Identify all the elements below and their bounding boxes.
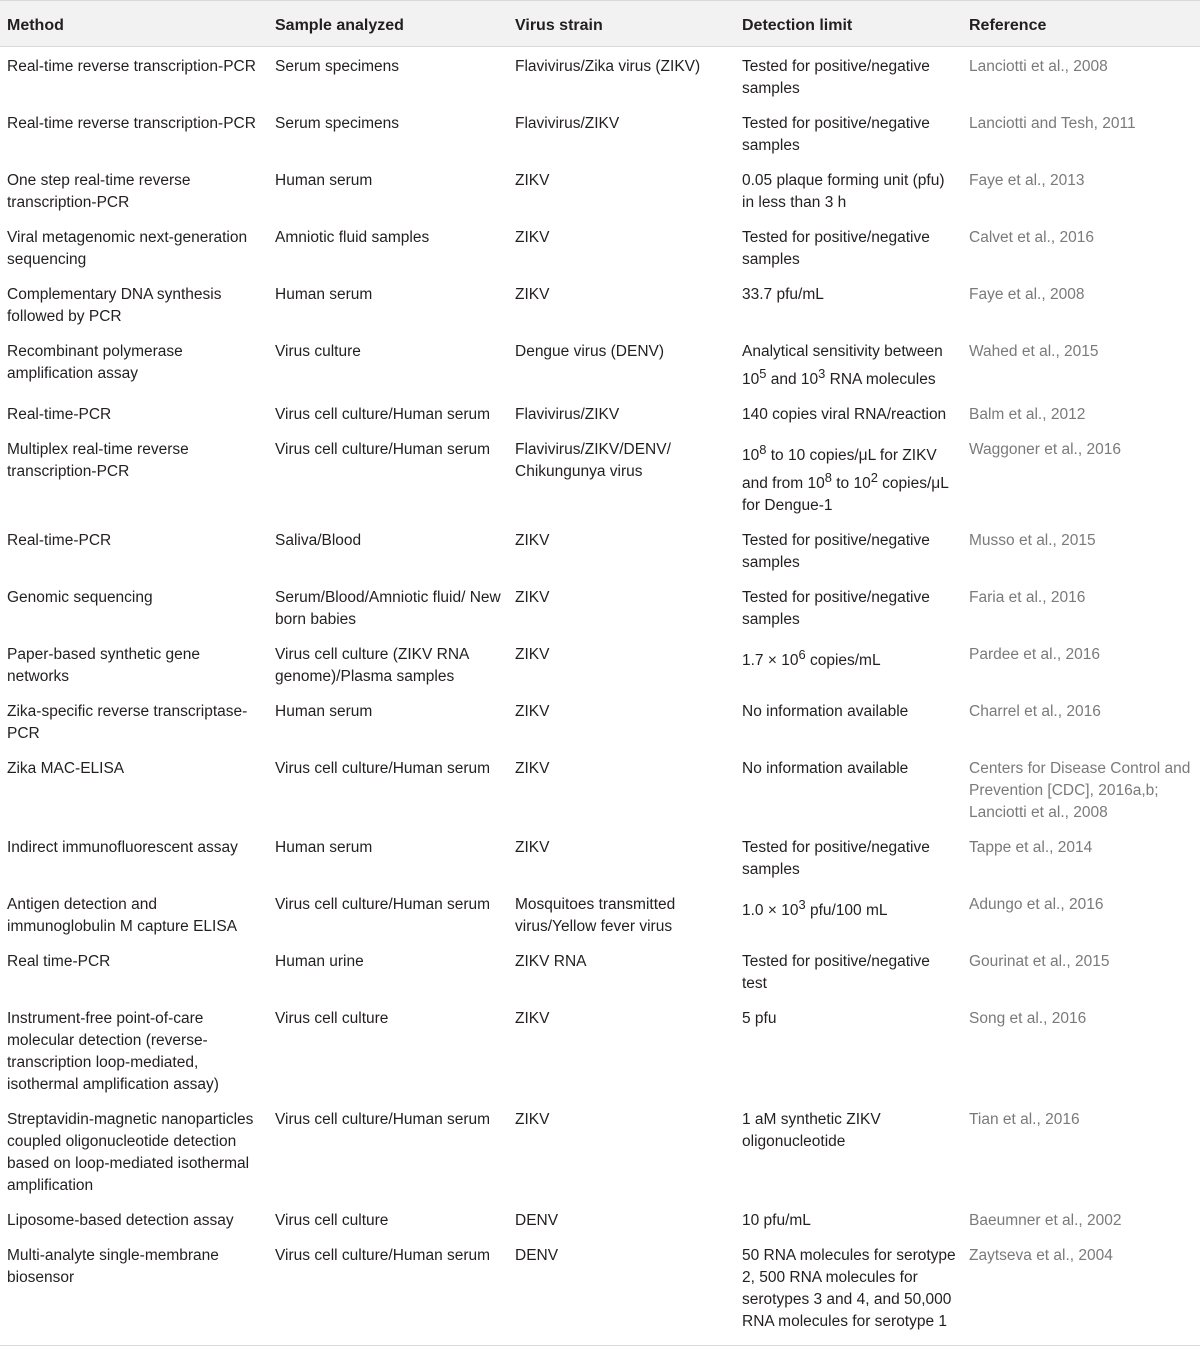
sample-cell: Virus culture <box>275 343 361 360</box>
reference-cell: Lanciotti et al., 2008 <box>969 58 1108 75</box>
table-row <box>0 275 1200 332</box>
reference-cell: Adungo et al., 2016 <box>969 896 1104 914</box>
reference-cell: Charrel et al., 2016 <box>969 703 1101 721</box>
virus-cell: ZIKV <box>515 172 550 189</box>
sample-cell: Virus cell culture/Human serum <box>275 441 491 459</box>
table-row <box>0 332 1200 395</box>
reference-cell: Pardee et al., 2016 <box>969 646 1100 664</box>
sample-cell: Virus cell culture <box>275 1010 389 1028</box>
table-row <box>0 999 1200 1100</box>
header-reference: Reference <box>962 1 1200 47</box>
table-row <box>0 749 1200 828</box>
detection-limit-cell: $10^8$ to 10 copies/μL for ZIKV and from $10^8$ to $10^2$ copies/μL for Dengue-1 <box>742 442 949 515</box>
table-row <box>0 578 1200 635</box>
detection-limit-cell: $1.7 \times 10^6$ copies/mL <box>742 647 881 670</box>
sample-cell: Human urine <box>275 953 364 971</box>
reference-cell: Tappe et al., 2014 <box>969 839 1093 857</box>
sample-cell: Amniotic fluid samples <box>275 229 430 246</box>
detection-limit-cell: 140 copies viral RNA/reaction <box>742 406 947 424</box>
detection-limit-cell: No information available <box>742 760 909 778</box>
sample-cell: Virus cell culture/Human serum <box>275 760 491 778</box>
detection-limit-cell: $1.0 \times 10^3$ pfu/100 mL <box>742 897 888 920</box>
table-header <box>0 1 1200 47</box>
header-row <box>0 1 1200 47</box>
table-row <box>0 521 1200 578</box>
method-cell: Real time-PCR <box>7 953 111 971</box>
virus-cell: ZIKV <box>515 1111 550 1129</box>
reference-cell: Musso et al., 2015 <box>969 532 1096 550</box>
virus-cell: Flavivirus/ZIKV <box>515 406 620 424</box>
virus-cell: ZIKV RNA <box>515 953 587 971</box>
reference-cell: Tian et al., 2016 <box>969 1111 1080 1129</box>
virus-cell: Flavivirus/Zika virus (ZIKV) <box>515 58 701 75</box>
sample-cell: Human serum <box>275 286 373 303</box>
table-row <box>0 635 1200 692</box>
reference-cell: Waggoner et al., 2016 <box>969 441 1121 459</box>
table-row <box>0 430 1200 521</box>
sample-cell: Virus cell culture/Human serum <box>275 1111 491 1129</box>
reference-cell: Faye et al., 2008 <box>969 286 1085 303</box>
virus-cell: ZIKV <box>515 1010 550 1028</box>
header-detection-limit: Detection limit <box>735 1 962 47</box>
table-row <box>0 692 1200 749</box>
sample-cell: Virus cell culture/Human serum <box>275 406 491 424</box>
detection-limit-cell: Tested for positive/negative samples <box>742 589 930 629</box>
table-body <box>0 47 1200 1346</box>
virus-cell: ZIKV <box>515 646 550 664</box>
detection-limit-cell: Tested for positive/negative samples <box>742 229 930 268</box>
virus-cell: ZIKV <box>515 532 550 550</box>
table-row <box>0 104 1200 161</box>
sample-cell: Human serum <box>275 172 373 189</box>
reference-cell: Balm et al., 2012 <box>969 406 1086 424</box>
method-cell: Zika-specific reverse transcriptase-PCR <box>7 703 248 743</box>
virus-cell: ZIKV <box>515 760 550 778</box>
method-cell: Multiplex real-time reverse transcription-PCR <box>7 441 189 481</box>
method-cell: Real-time reverse transcription-PCR <box>7 58 256 75</box>
detection-limit-cell: Tested for positive/negative test <box>742 953 930 993</box>
detection-limit-cell: 10 pfu/mL <box>742 1212 811 1230</box>
method-cell: Multi-analyte single-membrane biosensor <box>0 1236 268 1346</box>
detection-limit-cell: Tested for positive/negative samples <box>742 532 930 572</box>
sample-cell: Serum specimens <box>275 115 400 132</box>
sample-cell: Human serum <box>275 703 373 721</box>
reference-cell: Lanciotti and Tesh, 2011 <box>969 115 1136 132</box>
detection-limit-cell: Tested for positive/negative samples <box>742 839 930 879</box>
method-cell: Recombinant polymerase amplification assay <box>7 343 183 382</box>
sample-cell: Virus cell culture/Human serum <box>275 896 491 914</box>
method-cell: Antigen detection and immunoglobulin M capture ELISA <box>7 896 238 936</box>
method-cell: Paper-based synthetic gene networks <box>7 646 201 686</box>
detection-limit-cell: 0.05 plaque forming unit (pfu) in less than 3 h <box>742 172 945 211</box>
detection-limit-cell: Analytical sensitivity between $10^5$ and $10^3$ RNA molecules <box>742 343 943 389</box>
table-row <box>0 218 1200 275</box>
method-cell: Indirect immunofluorescent assay <box>7 839 238 857</box>
detection-limit-cell: Tested for positive/negative samples <box>742 58 930 97</box>
method-cell: Real-time reverse transcription-PCR <box>7 115 256 132</box>
virus-cell: Dengue virus (DENV) <box>515 343 665 360</box>
virus-cell: ZIKV <box>515 839 550 857</box>
sample-cell: Virus cell culture/Human serum <box>268 1236 508 1346</box>
detection-limit-cell: 33.7 pfu/mL <box>742 286 824 303</box>
virus-cell: DENV <box>515 1212 559 1230</box>
virus-cell: DENV <box>508 1236 735 1346</box>
table-row <box>0 395 1200 430</box>
method-cell: Zika MAC-ELISA <box>7 760 125 778</box>
reference-cell: Zaytseva et al., 2004 <box>962 1236 1200 1346</box>
virus-cell: Flavivirus/ZIKV/DENV/ Chikungunya virus <box>515 441 671 481</box>
reference-cell: Baeumner et al., 2002 <box>969 1212 1122 1230</box>
method-cell: Genomic sequencing <box>7 589 153 607</box>
sample-cell: Human serum <box>275 839 373 857</box>
table-row <box>0 1100 1200 1201</box>
sample-cell: Virus cell culture (ZIKV RNA genome)/Plasma samples <box>275 646 469 686</box>
method-cell: Complementary DNA synthesis followed by PCR <box>7 286 222 325</box>
virus-cell: ZIKV <box>515 286 550 303</box>
method-cell: Streptavidin-magnetic nanoparticles coupled oligonucleotide detection based on loop-mediated isothermal amplification <box>7 1111 254 1195</box>
virus-cell: Mosquitoes transmitted virus/Yellow fever virus <box>515 896 676 936</box>
reference-cell: Calvet et al., 2016 <box>969 229 1094 246</box>
table-row <box>0 47 1200 105</box>
method-cell: Real-time-PCR <box>7 532 112 550</box>
sample-cell: Virus cell culture <box>275 1212 389 1230</box>
table-row <box>0 1236 1200 1346</box>
table-row <box>0 885 1200 942</box>
virus-cell: ZIKV <box>515 703 550 721</box>
table-row <box>0 161 1200 218</box>
detection-limit-cell: 5 pfu <box>742 1010 777 1028</box>
reference-cell: Centers for Disease Control and Prevention [CDC], 2016a,b; Lanciotti et al., 2008 <box>969 760 1191 822</box>
header-sample: Sample analyzed <box>268 1 508 47</box>
reference-cell: Faria et al., 2016 <box>969 589 1086 607</box>
method-cell: Real-time-PCR <box>7 406 112 424</box>
reference-cell: Wahed et al., 2015 <box>969 343 1099 360</box>
reference-cell: Gourinat et al., 2015 <box>969 953 1110 971</box>
method-cell: Instrument-free point-of-care molecular detection (reverse-transcription loop-mediated, isothermal amplification assay) <box>7 1010 219 1094</box>
method-cell: One step real-time reverse transcription-PCR <box>7 172 191 211</box>
table-row <box>0 1201 1200 1236</box>
method-cell: Liposome-based detection assay <box>7 1212 234 1230</box>
detection-limit-cell: 50 RNA molecules for serotype 2, 500 RNA molecules for serotypes 3 and 4, and 50,000 RNA molecules for serotype 1 <box>735 1236 962 1346</box>
virus-cell: ZIKV <box>515 589 550 607</box>
sample-cell: Serum specimens <box>275 58 400 75</box>
table-row <box>0 828 1200 885</box>
header-virus: Virus strain <box>508 1 735 47</box>
sample-cell: Serum/Blood/Amniotic fluid/ New born babies <box>275 589 501 629</box>
header-method: Method <box>0 1 268 47</box>
reference-cell: Song et al., 2016 <box>969 1010 1087 1028</box>
detection-limit-cell: 1 aM synthetic ZIKV oligonucleotide <box>742 1111 881 1151</box>
method-cell: Viral metagenomic next-generation sequencing <box>7 229 248 268</box>
virus-cell: ZIKV <box>515 229 550 246</box>
table-row <box>0 942 1200 999</box>
detection-limit-cell: No information available <box>742 703 909 721</box>
sample-cell: Saliva/Blood <box>275 532 362 550</box>
detection-limit-cell: Tested for positive/negative samples <box>742 115 930 154</box>
reference-cell: Faye et al., 2013 <box>969 172 1085 189</box>
virus-cell: Flavivirus/ZIKV <box>515 115 620 132</box>
